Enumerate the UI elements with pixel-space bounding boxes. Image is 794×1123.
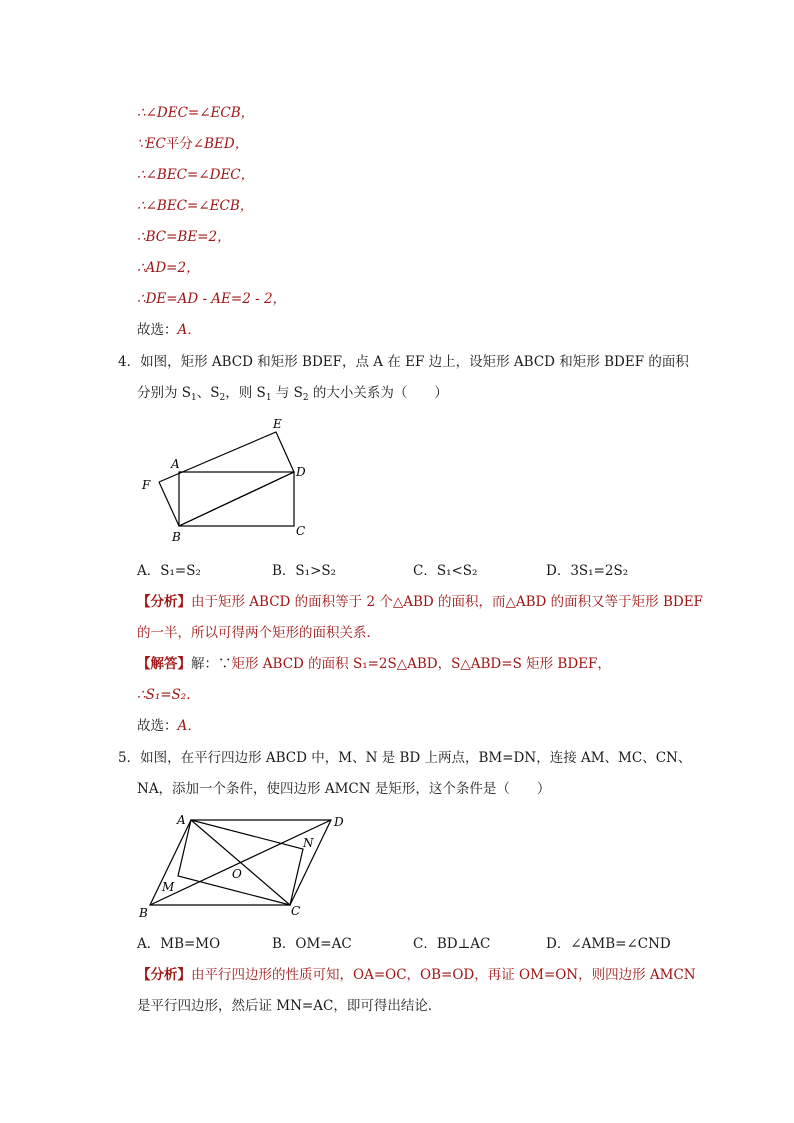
q5-label-B: B bbox=[139, 906, 148, 920]
q4-analysis-line-1: 【分析】由于矩形 ABCD 的面积等于 2 个△ABD 的面积，而△ABD 的面积又等于矩形 BDEF bbox=[137, 594, 703, 610]
q4-option-b[interactable]: B．S₁>S₂ bbox=[272, 563, 337, 579]
proof-line-6: ∴AD=2， bbox=[137, 260, 200, 276]
q4-option-c[interactable]: C．S₁<S₂ bbox=[413, 563, 478, 579]
q5-option-a[interactable]: A．MB=MO bbox=[137, 936, 221, 952]
q5-label-D: D bbox=[334, 815, 344, 829]
q4-label-F: F bbox=[142, 478, 151, 492]
q5-label-C: C bbox=[291, 904, 301, 918]
proof-line-3: ∴∠BEC=∠DEC， bbox=[137, 167, 255, 183]
q4-stem-line-2: 分别为 $S_1$、$S_2$，则 $S_1$ 与 $S_2$ 的大小关系为（ ） bbox=[137, 385, 448, 403]
q5-label-N: N bbox=[303, 836, 314, 850]
q5-option-c[interactable]: C．BD⊥AC bbox=[413, 936, 491, 952]
proof-line-7: ∴DE=AD - AE=2 - 2， bbox=[137, 291, 287, 307]
q4-label-A: A bbox=[171, 457, 180, 471]
q5-analysis-line-2: 是平行四边形，然后证 MN=AC，即可得出结论． bbox=[137, 998, 442, 1014]
q4-answer-line-2: ∴S₁=S₂. bbox=[137, 687, 191, 703]
q5-option-b[interactable]: B．OM=AC bbox=[272, 936, 352, 952]
q4-choose: 故选：A． bbox=[137, 718, 201, 734]
q5-label-M: M bbox=[162, 880, 175, 894]
q5-label-A: A bbox=[177, 813, 186, 827]
q4-analysis-line-2: 的一半，所以可得两个矩形的面积关系． bbox=[137, 625, 380, 641]
q4-label-C: C bbox=[296, 524, 306, 538]
proof-line-5: ∴BC=BE=2， bbox=[137, 229, 231, 245]
q4-label-E: E bbox=[273, 417, 282, 431]
q4-label-B: B bbox=[172, 530, 181, 544]
proof-line-2: ∵EC平分∠BED， bbox=[137, 136, 249, 152]
q5-option-d[interactable]: D．∠AMB=∠CND bbox=[546, 936, 671, 952]
q5-label-O: O bbox=[232, 867, 242, 881]
q4-answer-line-1: 【解答】解：∵矩形 ABCD 的面积 S₁=2S△ABD，S△ABD=S 矩形 BDEF， bbox=[137, 656, 611, 672]
q4-stem-line-1: 4．如图，矩形 ABCD 和矩形 BDEF，点 A 在 EF 边上，设矩形 ABCD 和矩形 BDEF 的面积 bbox=[118, 354, 689, 370]
q4-option-a[interactable]: A．S₁=S₂ bbox=[137, 563, 201, 579]
proof-line-1: ∴∠DEC=∠ECB， bbox=[137, 105, 255, 121]
q4-label-D: D bbox=[296, 465, 306, 479]
q5-stem-line-2: NA，添加一个条件，使四边形 AMCN 是矩形，这个条件是（ ） bbox=[137, 781, 551, 797]
q5-analysis-line-1: 【分析】由平行四边形的性质可知，OA=OC，OB=OD，再证 OM=ON，则四边形 AMCN bbox=[137, 967, 696, 983]
proof-choose: 故选：A． bbox=[137, 322, 201, 338]
q4-option-d[interactable]: D．3S₁=2S₂ bbox=[546, 563, 629, 579]
proof-line-4: ∴∠BEC=∠ECB， bbox=[137, 198, 254, 214]
q5-stem-line-1: 5．如图，在平行四边形 ABCD 中，M、N 是 BD 上两点，BM=DN，连接 AM、MC、CN、 bbox=[118, 750, 692, 766]
